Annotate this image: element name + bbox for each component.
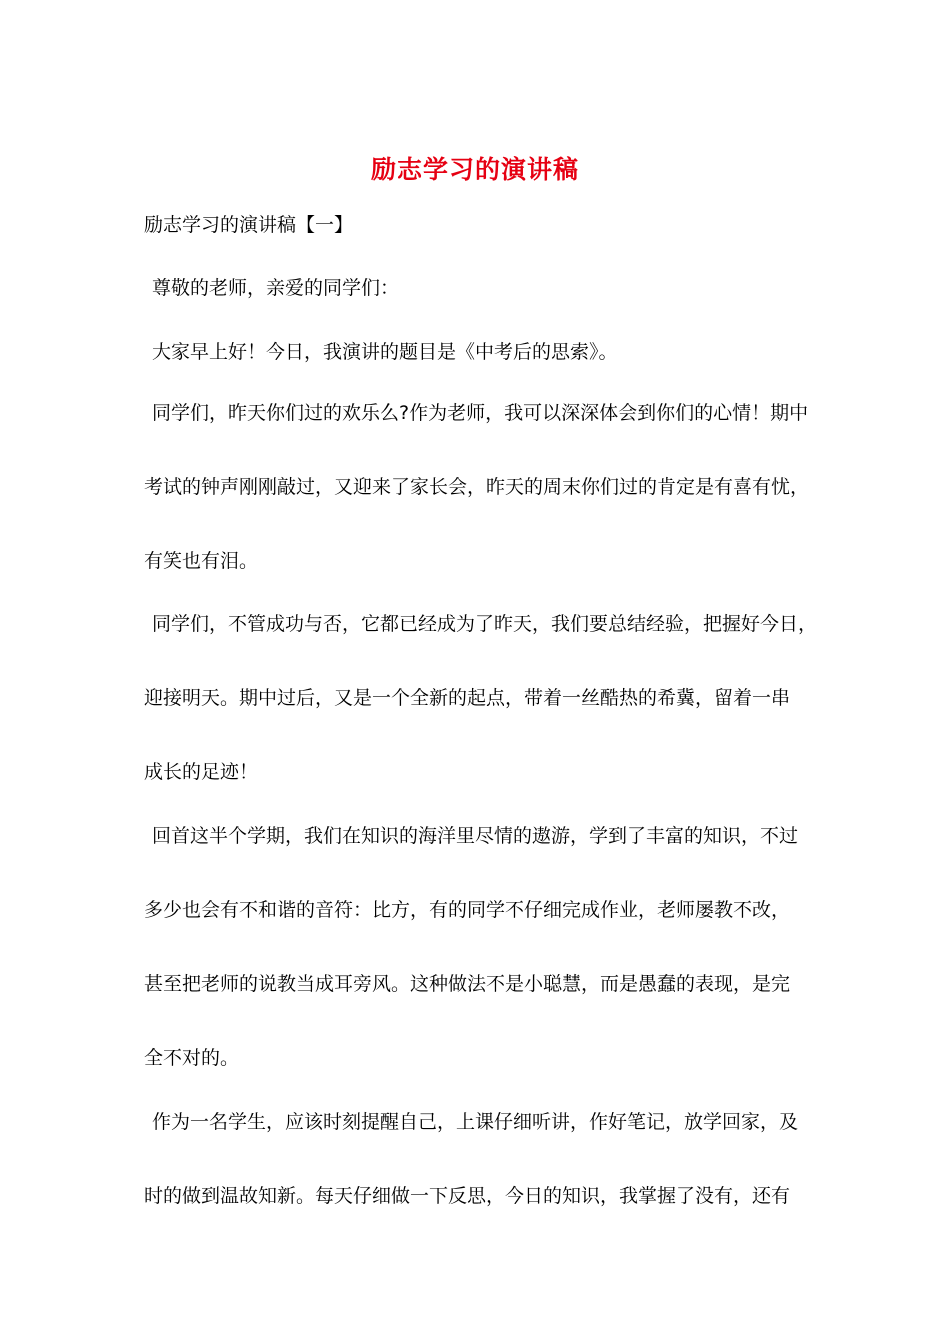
salutation: 尊敬的老师，亲爱的同学们： xyxy=(152,277,400,299)
paragraph-line: 迎接明天。期中过后，又是一个全新的起点，带着一丝酷热的希冀，留着一串 xyxy=(144,687,791,709)
paragraph-line: 考试的钟声刚刚敲过，又迎来了家长会，昨天的周末你们过的肯定是有喜有忧， xyxy=(144,476,810,498)
paragraph-line: 作为一名学生，应该时刻提醒自己，上课仔细听讲，作好笔记，放学回家，及 xyxy=(152,1111,799,1133)
paragraph-line: 大家早上好！今日，我演讲的题目是《中考后的思索》。 xyxy=(152,341,618,363)
paragraph-line: 全不对的。 xyxy=(144,1047,240,1069)
paragraph-line: 回首这半个学期，我们在知识的海洋里尽情的遨游，学到了丰富的知识，不过 xyxy=(152,825,799,847)
paragraph-line: 有笑也有泪。 xyxy=(144,550,259,572)
document-title: 励志学习的演讲稿 xyxy=(370,155,579,184)
section-heading: 励志学习的演讲稿【一】 xyxy=(144,214,354,236)
paragraph-line: 时的做到温故知新。每天仔细做一下反思，今日的知识，我掌握了没有，还有 xyxy=(144,1185,791,1207)
paragraph-line: 同学们，不管成功与否，它都已经成为了昨天，我们要总结经验，把握好今日， xyxy=(152,613,818,635)
paragraph-line: 同学们，昨天你们过的欢乐么?作为老师，我可以深深体会到你们的心情！期中 xyxy=(152,402,809,424)
paragraph-line: 成长的足迹！ xyxy=(144,761,259,783)
paragraph-line: 多少也会有不和谐的音符：比方，有的同学不仔细完成作业，老师屡教不改， xyxy=(144,899,791,921)
paragraph-line: 甚至把老师的说教当成耳旁风。这种做法不是小聪慧，而是愚蠢的表现，是完 xyxy=(144,973,791,995)
